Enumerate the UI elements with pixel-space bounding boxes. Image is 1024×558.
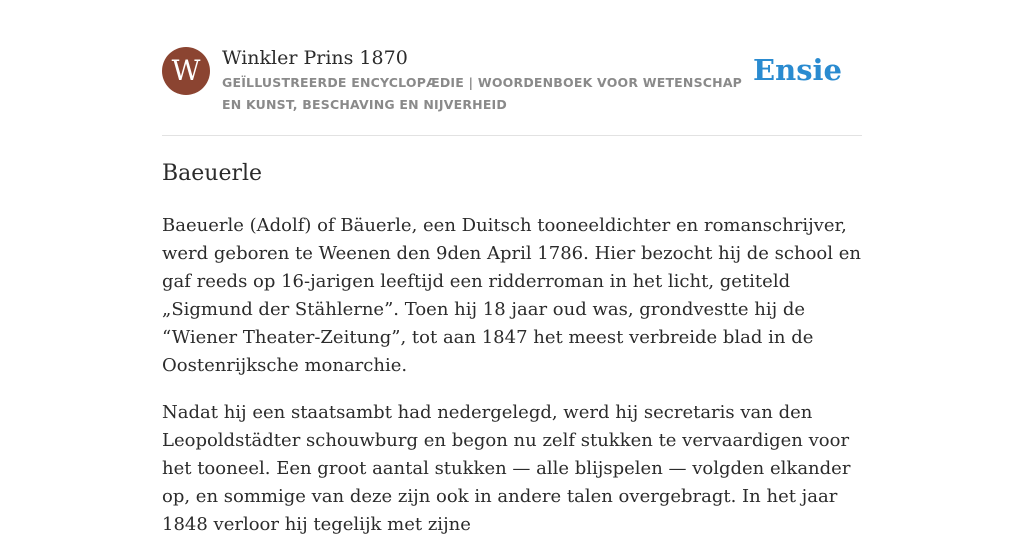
article-paragraph: Nadat hij een staatsambt had nedergelegd, werd hij secretaris van den Leopoldstädter schouwburg en begon nu zelf stukken te vervaardigen voor het tooneel. Een groot aantal stukken — alle blijspelen — volgden elkander op, en sommige van deze zijn ook in andere talen overgebragt. In het jaar 1848 verloor hij tegelijk met zijne [162,402,851,535]
article-title: Baeuerle [162,161,263,186]
source-subtitle: GEÏLLUSTREERDE ENCYCLOPÆDIE | WOORDENBOEK VOOR WETENSCHAP EN KUNST, BESCHAVING EN NIJVERHEID [222,75,743,112]
source-info [222,44,762,116]
ensie-logo[interactable]: Ensie [753,53,842,87]
article-body [162,212,872,558]
header-divider [162,135,862,136]
source-title[interactable]: Winkler Prins 1870 [222,47,408,69]
source-header [162,44,862,116]
source-avatar[interactable]: W [162,47,210,95]
article-paragraph: Baeuerle (Adolf) of Bäuerle, een Duitsch tooneeldichter en romanschrijver, werd geboren te Weenen den 9den April 1786. Hier bezocht hij de school en gaf reeds op 16-jarigen leeftijd een ridderroman in het licht, getiteld „Sigmund der Stählerne”. Toen hij 18 jaar oud was, grondvestte hij de “Wiener Theater-Zeitung”, tot aan 1847 het meest verbreide blad in de Oostenrijksche monarchie. [162,215,861,376]
